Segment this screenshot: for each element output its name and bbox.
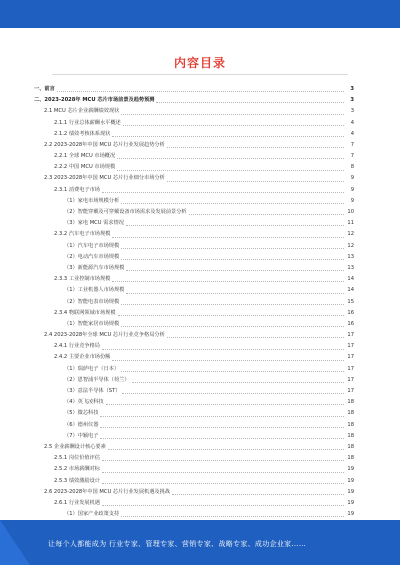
toc-entry-page: 18 (347, 410, 354, 417)
toc-entry-page: 9 (350, 186, 354, 193)
toc-heading-divider (52, 74, 348, 75)
toc-entry-page: 8 (350, 164, 354, 171)
toc-entry[interactable] (34, 207, 354, 218)
toc-entry-label: 2.4.2 主要企业市场份额 (54, 354, 111, 361)
toc-leader-dots (167, 181, 344, 182)
toc-entry[interactable] (34, 453, 354, 464)
toc-entry-label: 2.3.1 消费电子市场 (54, 186, 100, 193)
toc-leader-dots (126, 270, 344, 271)
toc-entry[interactable] (34, 476, 354, 487)
toc-leader-dots (121, 114, 344, 115)
toc-entry-page: 14 (347, 276, 354, 283)
toc-leader-dots (172, 494, 344, 495)
toc-entry-label: 2.4 2023-2028年全球 MCU 芯片行业竞争格局分析 (44, 332, 165, 339)
toc-entry-label: 2.5.3 绩效激励设计 (54, 477, 100, 484)
toc-entry-page: 17 (347, 332, 354, 339)
toc-entry-label: 2.2 2023-2028年中国 MCU 芯片行业发展趋势分析 (44, 141, 165, 148)
toc-entry-page: 13 (347, 264, 354, 271)
toc-leader-dots (121, 304, 344, 305)
toc-entry[interactable] (34, 241, 354, 252)
toc-entry-label: 二、2023-2028年 MCU 芯片市场前景及趋势预测 (34, 97, 155, 104)
toc-entry-label: （7）中颖电子 (64, 432, 99, 439)
toc-entry-page: 16 (347, 320, 354, 327)
table-of-contents (34, 84, 354, 532)
toc-leader-dots (122, 393, 344, 394)
footer-slogan: 让每个人都能成为 行业专家、管理专家、营销专家、战略专家、成功企业家…… (48, 540, 307, 548)
toc-entry-label: （1）汽车电子市场规模 (64, 242, 120, 249)
toc-entry-page: 18 (347, 421, 354, 428)
toc-leader-dots (100, 416, 344, 417)
toc-entry[interactable] (34, 196, 354, 207)
toc-entry[interactable] (34, 431, 354, 442)
toc-leader-dots (108, 449, 344, 450)
toc-leader-dots (121, 203, 344, 204)
toc-entry-label: （2）电动汽车市场规模 (64, 253, 120, 260)
toc-leader-dots (118, 315, 344, 316)
toc-entry-page: 11 (347, 220, 354, 227)
footer-accent (0, 520, 30, 565)
toc-leader-dots (102, 472, 344, 473)
toc-entry[interactable] (34, 106, 354, 117)
toc-entry-page: 17 (347, 388, 354, 395)
toc-entry-label: 2.3.3 工业控制市场规模 (54, 276, 111, 283)
toc-leader-dots (121, 326, 344, 327)
toc-entry-label: （1）国家产业政策支持 (64, 511, 120, 518)
toc-leader-dots (167, 147, 344, 148)
toc-leader-dots (112, 237, 344, 238)
toc-entry-page: 17 (347, 376, 354, 383)
toc-leader-dots (126, 225, 344, 226)
toc-entry-label: （2）智能电表市场规模 (64, 298, 120, 305)
toc-entry-page: 18 (347, 432, 354, 439)
toc-entry[interactable] (34, 442, 354, 453)
toc-entry-label: 2.5 企业薪酬设计核心要素 (44, 443, 106, 450)
header-underline (0, 0, 400, 28)
toc-entry[interactable] (34, 341, 354, 352)
toc-leader-dots (112, 136, 344, 137)
toc-entry-page: 4 (350, 130, 354, 137)
toc-entry-label: （1）瑞萨电子（日本） (64, 365, 120, 372)
toc-entry[interactable] (34, 218, 354, 229)
toc-entry[interactable] (34, 364, 354, 375)
toc-entry-label: （3）新能源汽车市场规模 (64, 264, 125, 271)
toc-entry-label: 2.3.2 汽车电子市场规模 (54, 231, 111, 238)
toc-entry-page: 9 (350, 197, 354, 204)
toc-leader-dots (121, 371, 344, 372)
toc-entry-label: 一、前言 (34, 85, 55, 92)
toc-leader-dots (102, 349, 344, 350)
toc-entry[interactable] (34, 118, 354, 129)
toc-entry-page: 12 (347, 231, 354, 238)
toc-entry[interactable] (34, 185, 354, 196)
toc-entry[interactable] (34, 353, 354, 364)
toc-leader-dots (117, 158, 344, 159)
toc-leader-dots (57, 91, 344, 92)
toc-leader-dots (112, 360, 344, 361)
toc-entry-page: 10 (347, 209, 354, 216)
toc-entry-label: 2.3 2023-2028年中国 MCU 芯片行业细分市场分析 (44, 175, 165, 182)
toc-entry[interactable] (34, 263, 354, 274)
toc-entry[interactable] (34, 252, 354, 263)
toc-entry-label: （1）智能家居市场规模 (64, 320, 120, 327)
toc-entry-label: 2.2.2 中国 MCU 市场规模 (54, 164, 116, 171)
toc-entry-page: 7 (350, 141, 354, 148)
toc-entry-page: 9 (350, 175, 354, 182)
toc-entry[interactable] (34, 297, 354, 308)
toc-entry-page: 4 (350, 119, 354, 126)
toc-entry-label: 2.5.2 市场薪酬对标 (54, 466, 100, 473)
toc-entry-page: 3 (350, 108, 354, 115)
toc-entry-label: （5）微芯科技 (64, 410, 99, 417)
toc-leader-dots (121, 516, 344, 517)
toc-leader-dots (123, 125, 344, 126)
toc-entry-label: 2.1.1 行业总体薪酬水平概述 (54, 119, 121, 126)
toc-entry-page: 18 (347, 399, 354, 406)
toc-entry-label: 2.4.1 行业竞争格局 (54, 343, 100, 350)
toc-entry-page: 19 (347, 511, 354, 518)
toc-entry[interactable] (34, 420, 354, 431)
toc-entry[interactable] (34, 84, 354, 95)
toc-entry-page: 3 (350, 85, 354, 92)
toc-entry-label: （6）德州仪器 (64, 421, 99, 428)
toc-leader-dots (112, 281, 344, 282)
toc-entry-label: 2.5.1 岗位价值评估 (54, 455, 100, 462)
toc-leader-dots (189, 214, 344, 215)
toc-entry-page: 18 (347, 455, 354, 462)
toc-entry[interactable] (34, 498, 354, 509)
toc-leader-dots (132, 382, 344, 383)
toc-entry[interactable] (34, 151, 354, 162)
toc-entry-page: 18 (347, 443, 354, 450)
toc-entry-page: 7 (350, 153, 354, 160)
toc-entry-page: 19 (347, 488, 354, 495)
toc-entry-label: （2）恩智浦半导体（荷兰） (64, 376, 130, 383)
toc-entry[interactable] (34, 274, 354, 285)
toc-leader-dots (126, 293, 344, 294)
toc-entry-page: 17 (347, 365, 354, 372)
toc-leader-dots (102, 483, 344, 484)
toc-leader-dots (106, 404, 344, 405)
toc-entry-label: （4）英飞凌科技 (64, 399, 104, 406)
toc-leader-dots (102, 505, 344, 506)
toc-entry-page: 13 (347, 253, 354, 260)
toc-entry[interactable] (34, 330, 354, 341)
toc-leader-dots (156, 102, 344, 103)
toc-entry-label: 2.1.2 绩效考核体系现状 (54, 130, 111, 137)
toc-leader-dots (102, 192, 344, 193)
toc-entry[interactable] (34, 408, 354, 419)
toc-entry[interactable] (34, 375, 354, 386)
toc-entry-page: 19 (347, 477, 354, 484)
footer-bar (0, 520, 400, 565)
toc-leader-dots (121, 248, 344, 249)
toc-entry-page: 17 (347, 354, 354, 361)
toc-entry-label: 2.6.1 行业发展机遇 (54, 499, 100, 506)
toc-entry-label: （2）智能穿戴及可穿戴设备市场需求及发展前景分析 (64, 209, 187, 216)
toc-entry[interactable] (34, 285, 354, 296)
toc-entry-page: 12 (347, 242, 354, 249)
toc-entry-page: 19 (347, 499, 354, 506)
toc-leader-dots (102, 460, 344, 461)
toc-entry-page: 19 (347, 466, 354, 473)
toc-entry-page: 17 (347, 343, 354, 350)
toc-entry-label: 2.1 MCU 芯片企业薪酬绩效现状 (44, 108, 120, 115)
toc-leader-dots (117, 170, 344, 171)
toc-leader-dots (100, 438, 344, 439)
toc-entry[interactable] (34, 95, 354, 106)
toc-entry[interactable] (34, 386, 354, 397)
toc-entry-page: 14 (347, 287, 354, 294)
toc-entry-label: （3）意法半导体（ST） (64, 388, 121, 395)
toc-leader-dots (121, 259, 344, 260)
toc-leader-dots (167, 337, 344, 338)
toc-entry[interactable] (34, 308, 354, 319)
toc-entry[interactable] (34, 487, 354, 498)
toc-entry-page: 15 (347, 298, 354, 305)
toc-leader-dots (100, 427, 344, 428)
toc-entry[interactable] (34, 229, 354, 240)
toc-entry-label: （1）家电市场规模分析 (64, 197, 120, 204)
toc-entry[interactable] (34, 397, 354, 408)
toc-entry[interactable] (34, 140, 354, 151)
toc-entry[interactable] (34, 129, 354, 140)
toc-entry[interactable] (34, 464, 354, 475)
toc-entry-page: 16 (347, 309, 354, 316)
toc-entry-label: （3）家电 MCU 需求情况 (64, 220, 124, 227)
toc-entry-page: 3 (350, 97, 354, 104)
toc-entry-label: 2.2.1 全球 MCU 市场概况 (54, 153, 116, 160)
toc-entry[interactable] (34, 319, 354, 330)
toc-entry[interactable] (34, 174, 354, 185)
toc-entry[interactable] (34, 509, 354, 520)
toc-heading: 内容目录 (173, 56, 226, 70)
toc-entry-label: 2.6 2023-2028年中国 MCU 芯片行业发展机遇及挑战 (44, 488, 170, 495)
toc-entry[interactable] (34, 162, 354, 173)
toc-entry-label: 2.3.4 物联网领域市场规模 (54, 309, 116, 316)
toc-entry-label: （1）工业机器人市场规模 (64, 287, 125, 294)
